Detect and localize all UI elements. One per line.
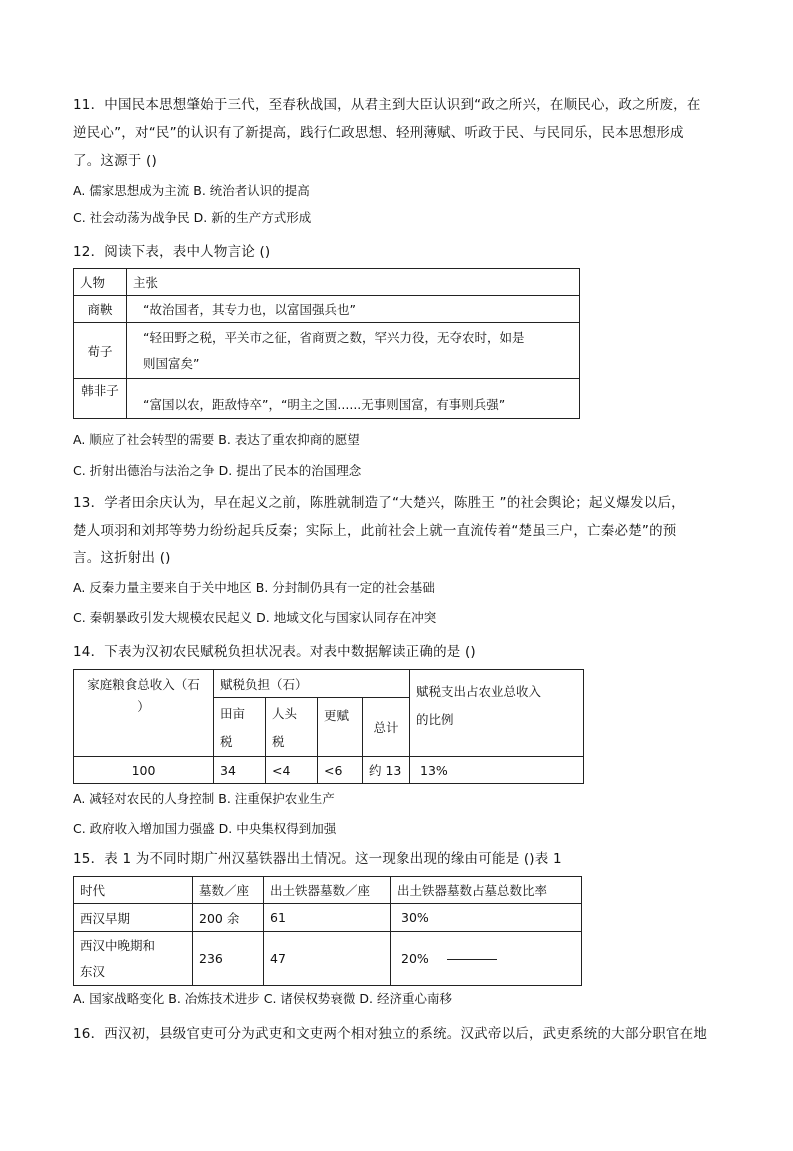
table-row: [74, 670, 584, 698]
q13-options-cd: C. 秦朝暴政引发大规模农民起义 D. 地域文化与国家认同存在冲突: [73, 610, 437, 625]
q12-claim-xunzi: [127, 323, 580, 379]
q12-claim-xunzi-line1: “轻田野之税，平关市之征，省商贾之数，罕兴力役，无夺农时，如是: [143, 329, 525, 345]
q11-options-cd: C. 社会动荡为战争民 D. 新的生产方式形成: [73, 210, 312, 225]
q12-person-hanfeizi: 韩非子: [74, 379, 127, 419]
q11-stem-line2: 逆民心”，对“民”的认识有了新提高，践行仁政思想、轻刑薄赋、听政于民、与民同乐，民本思想形成: [73, 125, 684, 141]
q15-header-ratio: 出土铁器墓数占墓总数比率: [391, 877, 582, 904]
q15-header-iron-tombs: 出土铁器墓数／座: [264, 877, 391, 904]
table-row: [74, 269, 580, 296]
q14-header-poll-tax-line2: 税: [272, 734, 285, 749]
q12-options-ab: A. 顺应了社会转型的需要 B. 表达了重农抑商的愿望: [73, 432, 360, 447]
table-row: [74, 904, 582, 932]
q14-cell-income: 100: [74, 757, 214, 784]
q15-cell-era-early: 西汉早期: [74, 904, 193, 932]
q14-header-income-line1: 家庭粮食总收入（石: [87, 677, 200, 692]
q14-header-income-line2: ）: [137, 699, 150, 714]
table-row: [74, 877, 582, 904]
q14-options-ab: A. 减轻对农民的人身控制 B. 注重保护农业生产: [73, 791, 335, 806]
q12-claim-xunzi-line2: 则国富矣”: [143, 355, 200, 371]
q14-stem: 14．下表为汉初农民赋税负担状况表。对表中数据解读正确的是 (): [73, 644, 476, 660]
q12-stem: 12．阅读下表，表中人物言论 (): [73, 244, 271, 260]
q15-cell-tombs-late: 236: [193, 932, 264, 986]
q12-header-person: 人物: [74, 269, 127, 296]
q13-stem-line2: 楚人项羽和刘邦等势力纷纷起兵反秦；实际上，此前社会上就一直流传着“楚虽三户，亡秦必楚”的预: [73, 523, 677, 539]
q11-options-ab: A. 儒家思想成为主流 B. 统治者认识的提高: [73, 183, 310, 198]
q15-cell-iron-late: 47: [264, 932, 391, 986]
q15-cell-era-late-line2: 东汉: [80, 963, 106, 979]
q14-cell-total: 约 13: [363, 757, 410, 784]
answer-blank-line: [447, 959, 497, 960]
q14-header-corvee: 更赋: [318, 698, 363, 757]
q11-stem-line3: 了。这源于 (): [73, 153, 157, 169]
q15-cell-ratio-late-value: 20%: [401, 951, 429, 966]
q11-stem-line1: 11．中国民本思想肇始于三代，至春秋战国，从君主到大臣认识到“政之所兴，在顺民心，政之所废，在: [73, 97, 701, 113]
q15-header-tombs: 墓数／座: [193, 877, 264, 904]
q12-claim-hanfeizi: “富国以农，距敌恃卒”，“明主之国......无事则国富，有事则兵强”: [127, 379, 580, 419]
table-row: [74, 296, 580, 323]
q14-header-income: [74, 670, 214, 757]
q14-header-land-tax: [214, 698, 266, 757]
q14-cell-land-tax: 34: [214, 757, 266, 784]
q14-cell-corvee: <6: [318, 757, 363, 784]
table-row: [74, 932, 582, 986]
q14-cell-poll-tax: <4: [266, 757, 318, 784]
q12-table: [73, 268, 580, 419]
table-row: [74, 757, 584, 784]
q14-header-total: 总计: [363, 698, 410, 757]
q13-options-ab: A. 反秦力量主要来自于关中地区 B. 分封制仍具有一定的社会基础: [73, 580, 435, 595]
q14-cell-ratio: 13%: [410, 757, 584, 784]
q14-table: [73, 669, 584, 784]
q14-header-land-tax-line1: 田亩: [220, 706, 246, 721]
q15-cell-era-late-line1: 西汉中晚期和: [80, 937, 156, 953]
q14-header-ratio: [410, 670, 584, 757]
q14-header-ratio-line2: 的比例: [416, 712, 454, 727]
q15-cell-tombs-early: 200 余: [193, 904, 264, 932]
q15-header-era: 时代: [74, 877, 193, 904]
q14-header-poll-tax: [266, 698, 318, 757]
q15-cell-era-late: [74, 932, 193, 986]
q12-header-claim: 主张: [127, 269, 580, 296]
q13-stem-line3: 言。这折射出 (): [73, 550, 171, 566]
q15-table: [73, 876, 582, 986]
q15-cell-ratio-early: 30%: [391, 904, 582, 932]
q12-person-xunzi: 荀子: [74, 323, 127, 379]
q13-stem-line1: 13．学者田余庆认为，早在起义之前，陈胜就制造了“大楚兴，陈胜王 ”的社会舆论；起义爆发以后，: [73, 495, 685, 511]
q14-header-poll-tax-line1: 人头: [272, 706, 298, 721]
q16-stem-line1: 16．西汉初，县级官吏可分为武吏和文吏两个相对独立的系统。汉武帝以后，武吏系统的大部分职官在地: [73, 1026, 708, 1042]
q14-header-ratio-line1: 赋税支出占农业总收入: [416, 684, 542, 699]
q15-options: A. 国家战略变化 B. 冶炼技术进步 C. 诸侯权势衰微 D. 经济重心南移: [73, 991, 452, 1006]
q14-header-burden: 赋税负担（石）: [214, 670, 410, 698]
q14-header-land-tax-line2: 税: [220, 734, 233, 749]
table-row: [74, 323, 580, 379]
q15-stem: 15．表 1 为不同时期广州汉墓铁器出土情况。这一现象出现的缘由可能是 ()表 1: [73, 851, 562, 867]
table-row: [74, 379, 580, 419]
q15-cell-ratio-late: [391, 932, 582, 986]
q12-claim-shangyang: “故治国者，其专力也，以富国强兵也”: [127, 296, 580, 323]
q12-person-shangyang: 商鞅: [74, 296, 127, 323]
q12-options-cd: C. 折射出德治与法治之争 D. 提出了民本的治国理念: [73, 463, 362, 478]
q15-cell-iron-early: 61: [264, 904, 391, 932]
q14-options-cd: C. 政府收入增加国力强盛 D. 中央集权得到加强: [73, 821, 337, 836]
